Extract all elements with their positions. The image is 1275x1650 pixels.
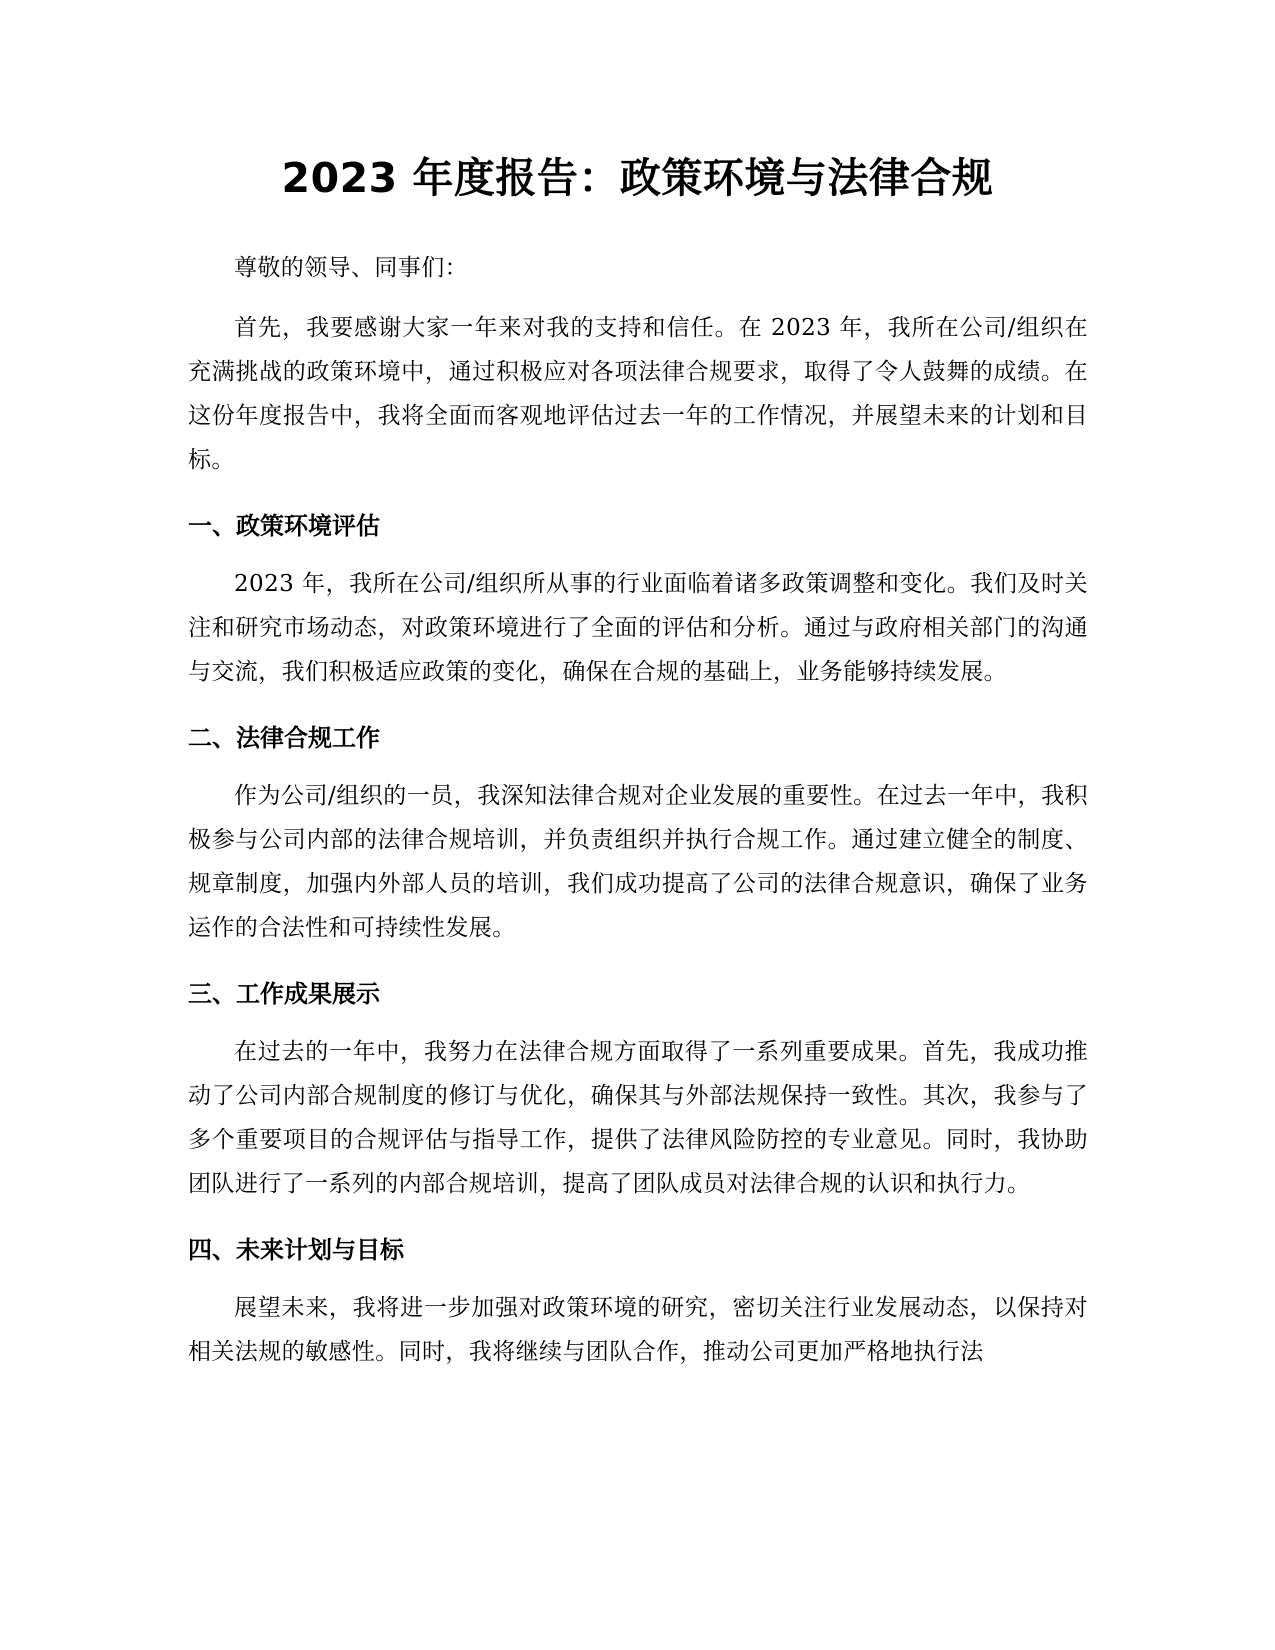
document-body <box>188 246 1088 1390</box>
section-body-policy-environment: 2023 年，我所在公司/组织所从事的行业面临着诸多政策调整和变化。我们及时关注和研究市场动态，对政策环境进行了全面的评估和分析。通过与政府相关部门的沟通与交流，我们积极适应政策的变化，确保在合规的基础上，业务能够持续发展。 <box>188 571 1088 685</box>
section-body-achievements: 在过去的一年中，我努力在法律合规方面取得了一系列重要成果。首先，我成功推动了公司内部合规制度的修订与优化，确保其与外部法规保持一致性。其次，我参与了多个重要项目的合规评估与指导工作，提供了法律风险防控的专业意见。同时，我协助团队进行了一系列的内部合规培训，提高了团队成员对法律合规的认识和执行力。 <box>188 1039 1088 1197</box>
section-heading-achievements: 三、工作成果展示 <box>188 980 380 1008</box>
section-body-future-plans: 展望未来，我将进一步加强对政策环境的研究，密切关注行业发展动态，以保持对相关法规的敏感性。同时，我将继续与团队合作，推动公司更加严格地执行法 <box>188 1295 1088 1365</box>
page-title: 2023 年度报告：政策环境与法律合规 <box>281 154 994 202</box>
intro-paragraph: 首先，我要感谢大家一年来对我的支持和信任。在 2023 年，我所在公司/组织在充满挑战的政策环境中，通过积极应对各项法律合规要求，取得了令人鼓舞的成绩。在这份年度报告中，我将全面而客观地评估过去一年的工作情况，并展望未来的计划和目标。 <box>188 315 1088 473</box>
section-body-legal-compliance: 作为公司/组织的一员，我深知法律合规对企业发展的重要性。在过去一年中，我积极参与公司内部的法律合规培训，并负责组织并执行合规工作。通过建立健全的制度、规章制度，加强内外部人员的培训，我们成功提高了公司的法律合规意识，确保了业务运作的合法性和可持续性发展。 <box>188 783 1088 941</box>
greeting-paragraph: 尊敬的领导、同事们： <box>234 255 468 281</box>
section-heading-policy-environment: 一、政策环境评估 <box>188 512 380 540</box>
section-heading-legal-compliance: 二、法律合规工作 <box>188 724 380 752</box>
section-heading-future-plans: 四、未来计划与目标 <box>188 1236 404 1264</box>
